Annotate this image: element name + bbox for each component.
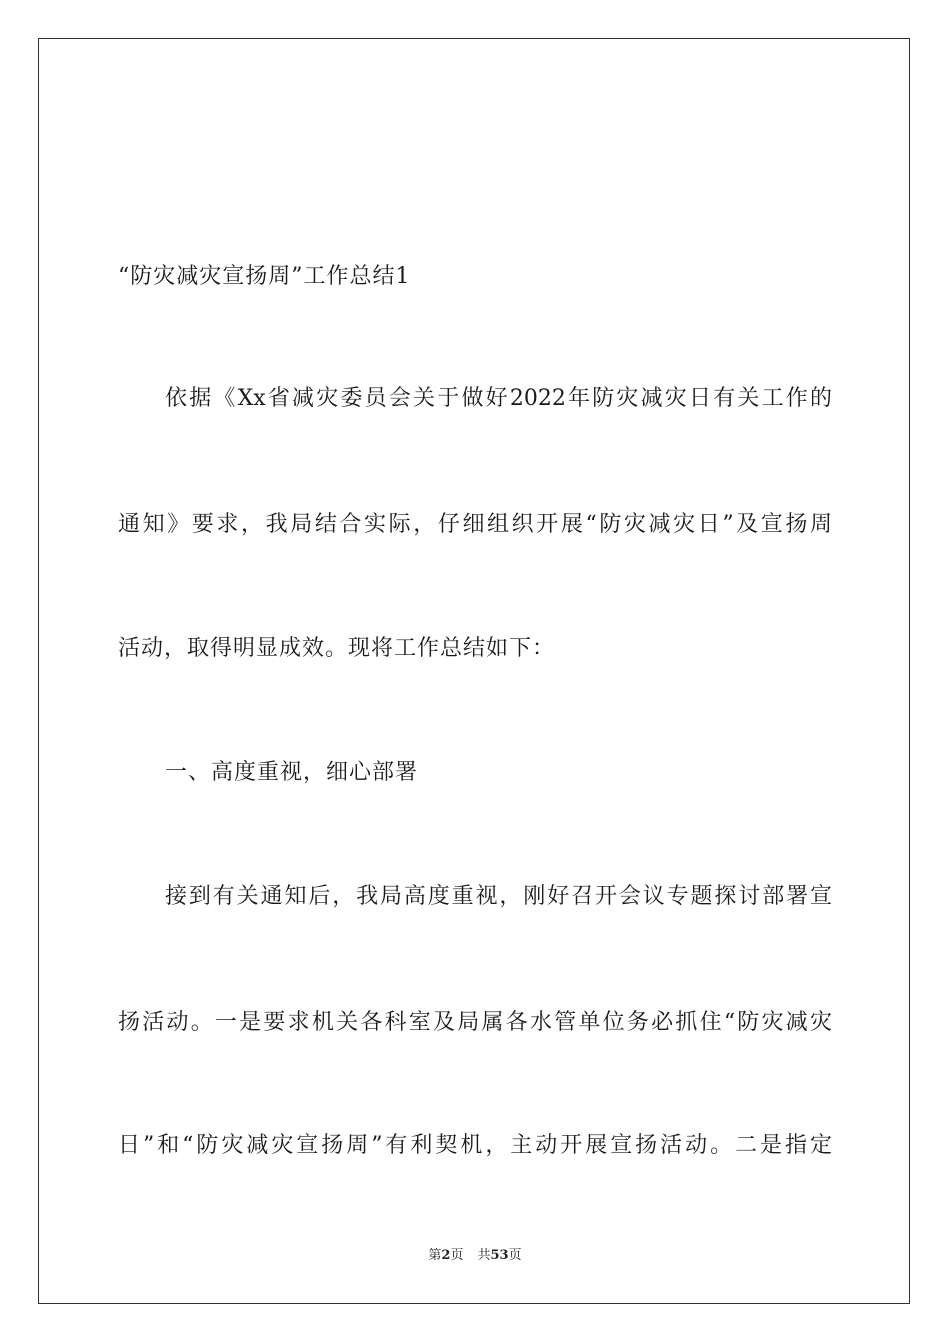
paragraph-line-3: 活动，取得明显成效。现将工作总结如下： <box>118 636 556 661</box>
paragraph-line-5: 扬活动。一是要求机关各科室及局属各水管单位务必抓住“防灾减灾 <box>118 1010 832 1035</box>
page-frame <box>38 38 910 1304</box>
paragraph-line-4: 接到有关通知后，我局高度重视，刚好召开会议专题探讨部署宣 <box>165 884 832 909</box>
paragraph-line-2: 通知》要求，我局结合实际，仔细组织开展“防灾减灾日”及宣扬周 <box>118 512 832 537</box>
section-heading-1: 一、高度重视，细心部署 <box>165 760 419 785</box>
current-page-number: 2 <box>441 1248 451 1263</box>
total-pages: 53 <box>490 1248 509 1263</box>
paragraph-line-1: 依据《Xx省减灾委员会关于做好2022年防灾减灾日有关工作的 <box>165 386 832 411</box>
document-title: “防灾减灾宣扬周”工作总结1 <box>118 264 411 289</box>
page-footer <box>0 1247 950 1265</box>
page-prefix: 第 <box>428 1248 442 1263</box>
total-suffix: 页 <box>508 1248 522 1263</box>
total-prefix: 共 <box>477 1248 491 1263</box>
page-suffix: 页 <box>450 1248 464 1263</box>
paragraph-line-6: 日”和“防灾减灾宣扬周”有利契机，主动开展宣扬活动。二是指定 <box>118 1133 832 1158</box>
